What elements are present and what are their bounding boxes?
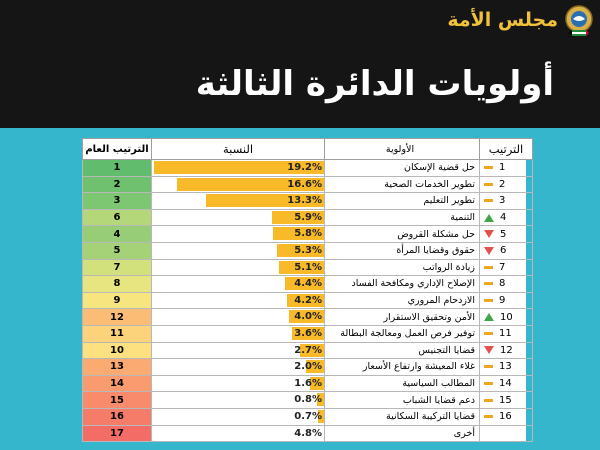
- priority-cell: توفير فرص العمل ومعالجة البطالة: [325, 325, 480, 342]
- slide-header: [0, 0, 600, 128]
- overall-rank-cell: 3: [83, 193, 152, 210]
- brand: [447, 2, 594, 38]
- table-row: [83, 359, 533, 376]
- table-row: [83, 226, 533, 243]
- trend-up-icon: [484, 214, 494, 222]
- table-row: [83, 259, 533, 276]
- rank-wrap: [480, 326, 532, 341]
- rank-cell: [480, 309, 533, 326]
- table-body: [83, 160, 533, 442]
- rank-cell: [480, 160, 533, 177]
- overall-rank-cell: 4: [83, 226, 152, 243]
- rank-wrap: [480, 260, 532, 275]
- percentage-cell: [152, 375, 325, 392]
- percentage-cell: [152, 160, 325, 177]
- overall-rank-cell: 14: [83, 375, 152, 392]
- header-overall-rank: الترتيب العام: [83, 139, 152, 160]
- rank-cell: [480, 342, 533, 359]
- slide-title: أولويات الدائرة الثالثة: [195, 64, 554, 104]
- percentage-value: 16.6%: [287, 178, 322, 190]
- priority-cell: تطوير الخدمات الصحية: [325, 176, 480, 193]
- priority-cell: الإصلاح الإداري ومكافحة الفساد: [325, 276, 480, 293]
- rank-wrap: [480, 210, 532, 225]
- rank-number: 2: [499, 178, 506, 190]
- percentage-cell: [152, 209, 325, 226]
- rank-number: 16: [499, 411, 512, 423]
- priority-cell: الازدحام المروري: [325, 292, 480, 309]
- trend-flat-icon: [484, 382, 493, 385]
- rank-wrap: [480, 243, 532, 258]
- rank-cell: [480, 276, 533, 293]
- table-row: [83, 325, 533, 342]
- table-row: [83, 425, 533, 442]
- rank-wrap: [480, 293, 532, 308]
- trend-down-icon: [484, 247, 494, 255]
- trend-flat-icon: [484, 399, 493, 402]
- overall-rank-cell: 6: [83, 209, 152, 226]
- rank-wrap: [480, 359, 532, 374]
- rank-cell: [480, 226, 533, 243]
- percentage-value: 2.0%: [294, 361, 322, 373]
- table-row: [83, 342, 533, 359]
- overall-rank-cell: 10: [83, 342, 152, 359]
- rank-wrap: [480, 310, 532, 325]
- percentage-cell: [152, 325, 325, 342]
- rank-number: 9: [499, 295, 506, 307]
- overall-rank-cell: 15: [83, 392, 152, 409]
- table-header-row: [83, 139, 533, 160]
- priority-cell: حقوق وقضايا المرأة: [325, 242, 480, 259]
- percentage-cell: [152, 226, 325, 243]
- trend-flat-icon: [484, 266, 493, 269]
- rank-number: 15: [499, 394, 512, 406]
- rank-cell: [480, 209, 533, 226]
- rank-cell: [480, 359, 533, 376]
- rank-cell: [480, 176, 533, 193]
- overall-rank-cell: 16: [83, 408, 152, 425]
- percentage-value: 5.1%: [294, 261, 322, 273]
- rank-number: 3: [499, 195, 506, 207]
- rank-cell: [480, 375, 533, 392]
- trend-flat-icon: [484, 299, 493, 302]
- header-rank: الترتيب: [480, 139, 533, 160]
- percentage-value: 4.2%: [294, 294, 322, 306]
- table-row: [83, 209, 533, 226]
- header-priority: الأولوية: [325, 139, 480, 160]
- table-row: [83, 292, 533, 309]
- percentage-value: 0.7%: [294, 410, 322, 422]
- percentage-cell: [152, 242, 325, 259]
- rank-wrap: [480, 227, 532, 242]
- percentage-cell: [152, 425, 325, 442]
- rank-wrap: [480, 276, 532, 291]
- priority-cell: حل مشكلة القروض: [325, 226, 480, 243]
- percentage-value: 1.6%: [294, 377, 322, 389]
- priority-cell: التنمية: [325, 209, 480, 226]
- percentage-value: 5.8%: [294, 228, 322, 240]
- table-row: [83, 176, 533, 193]
- trend-up-icon: [484, 313, 494, 321]
- percentage-cell: [152, 408, 325, 425]
- overall-rank-cell: 7: [83, 259, 152, 276]
- rank-wrap: [480, 177, 532, 192]
- priority-cell: حل قضية الإسكان: [325, 160, 480, 177]
- rank-number: 6: [500, 245, 507, 257]
- header-percentage: النسبة: [152, 139, 325, 160]
- rank-cell: [480, 242, 533, 259]
- percentage-value: 2.7%: [294, 344, 322, 356]
- rank-cell: [480, 408, 533, 425]
- kuwait-emblem-icon: [564, 2, 594, 38]
- trend-flat-icon: [484, 199, 493, 202]
- rank-number: 11: [499, 328, 512, 340]
- percentage-cell: [152, 342, 325, 359]
- rank-cell: [480, 193, 533, 210]
- overall-rank-cell: 12: [83, 309, 152, 326]
- rank-number: 5: [500, 228, 507, 240]
- rank-wrap: [480, 160, 532, 175]
- overall-rank-cell: 17: [83, 425, 152, 442]
- rank-number: 10: [500, 311, 513, 323]
- rank-cell: [480, 425, 533, 442]
- rank-number: 1: [499, 162, 506, 174]
- brand-name: مجلس الأمة: [447, 9, 558, 31]
- percentage-value: 3.6%: [294, 327, 322, 339]
- trend-flat-icon: [484, 365, 493, 368]
- trend-flat-icon: [484, 183, 493, 186]
- rank-number: 14: [499, 378, 512, 390]
- rank-number: 12: [500, 344, 513, 356]
- table-row: [83, 309, 533, 326]
- overall-rank-cell: 9: [83, 292, 152, 309]
- overall-rank-cell: 11: [83, 325, 152, 342]
- table-row: [83, 375, 533, 392]
- rank-wrap: [480, 193, 532, 208]
- percentage-value: 5.9%: [294, 211, 322, 223]
- priority-cell: المطالب السياسية: [325, 375, 480, 392]
- overall-rank-cell: 2: [83, 176, 152, 193]
- percentage-value: 5.3%: [294, 244, 322, 256]
- rank-wrap: [480, 393, 532, 408]
- overall-rank-cell: 13: [83, 359, 152, 376]
- percentage-value: 4.0%: [294, 311, 322, 323]
- table-row: [83, 242, 533, 259]
- rank-cell: [480, 259, 533, 276]
- rank-cell: [480, 325, 533, 342]
- rank-cell: [480, 392, 533, 409]
- rank-number: 8: [499, 278, 506, 290]
- table-row: [83, 276, 533, 293]
- table-row: [83, 193, 533, 210]
- percentage-cell: [152, 309, 325, 326]
- percentage-cell: [152, 193, 325, 210]
- overall-rank-cell: 1: [83, 160, 152, 177]
- rank-wrap: [480, 343, 532, 358]
- percentage-cell: [152, 292, 325, 309]
- percentage-value: 13.3%: [287, 195, 322, 207]
- overall-rank-cell: 5: [83, 242, 152, 259]
- trend-down-icon: [484, 346, 494, 354]
- priorities-table-container: [82, 138, 526, 442]
- percentage-value: 4.8%: [294, 427, 322, 439]
- rank-number: 4: [500, 212, 507, 224]
- trend-flat-icon: [484, 282, 493, 285]
- priority-cell: غلاء المعيشة وارتفاع الأسعار: [325, 359, 480, 376]
- percentage-value: 4.4%: [294, 278, 322, 290]
- percentage-cell: [152, 392, 325, 409]
- priority-cell: أخرى: [325, 425, 480, 442]
- priorities-table: [82, 138, 533, 442]
- percentage-cell: [152, 359, 325, 376]
- trend-flat-icon: [484, 166, 493, 169]
- priority-cell: زيادة الرواتب: [325, 259, 480, 276]
- rank-cell: [480, 292, 533, 309]
- percentage-value: 0.8%: [294, 394, 322, 406]
- percentage-cell: [152, 176, 325, 193]
- priority-cell: دعم قضايا الشباب: [325, 392, 480, 409]
- table-row: [83, 408, 533, 425]
- priority-cell: قضايا التركيبة السكانية: [325, 408, 480, 425]
- percentage-value: 19.2%: [287, 162, 322, 173]
- rank-wrap: [480, 409, 532, 424]
- percentage-cell: [152, 276, 325, 293]
- table-row: [83, 160, 533, 177]
- priority-cell: الأمن وتحقيق الاستقرار: [325, 309, 480, 326]
- priority-cell: تطوير التعليم: [325, 193, 480, 210]
- rank-number: 13: [499, 361, 512, 373]
- trend-flat-icon: [484, 332, 493, 335]
- rank-number: 7: [499, 261, 506, 273]
- overall-rank-cell: 8: [83, 276, 152, 293]
- rank-wrap: [480, 376, 532, 391]
- table-row: [83, 392, 533, 409]
- trend-down-icon: [484, 230, 494, 238]
- trend-flat-icon: [484, 415, 493, 418]
- percentage-cell: [152, 259, 325, 276]
- priority-cell: قضايا التجنيس: [325, 342, 480, 359]
